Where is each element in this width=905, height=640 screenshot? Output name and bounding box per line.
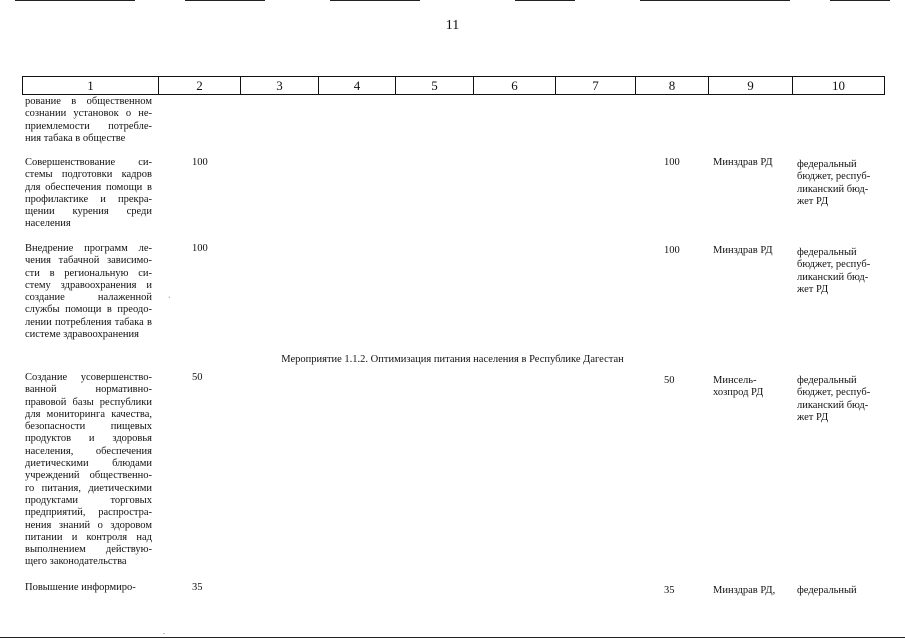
scan-speck: . — [163, 627, 165, 636]
row-col2-value: 50 — [192, 372, 203, 383]
row-description: Создание усовершенство-ванной нормативно-правовой базы республики для мониторинга качества, безопасности пищевых продуктов и здоровья населения, обеспечения диетическими блюдами учреждений общественно-го питания, диетическими продуктами торговых предприятий, распростра-нения знаний о здоровом питании и контроля над выполнением действую-щего законодательства — [25, 372, 152, 568]
header-col-8: 8 — [635, 76, 708, 95]
scan-edge-top — [830, 0, 890, 1]
header-col-6: 6 — [473, 76, 555, 95]
row-col2-value: 100 — [192, 243, 208, 254]
header-col-2: 2 — [158, 76, 240, 95]
row-col8-value: 50 — [664, 375, 675, 386]
scan-edge-top — [15, 0, 135, 1]
row-funding-source: федеральный бюджет, респуб-ликанский бюд-жет РД — [797, 159, 871, 207]
header-col-7: 7 — [555, 76, 635, 95]
header-col-1: 1 — [22, 76, 158, 95]
row-description: рование в общественном сознании установок о не-приемлемости потребле-ния табака в обществе — [25, 96, 152, 144]
scan-edge-bottom — [0, 637, 905, 638]
page-number: 11 — [445, 18, 460, 33]
row-col8-value: 100 — [664, 157, 680, 168]
row-executor: Минздрав РД — [713, 157, 773, 168]
scan-edge-top — [515, 0, 575, 1]
row-funding-source: федеральный бюджет, респуб-ликанский бюд-жет РД — [797, 247, 871, 295]
row-executor: Минздрав РД — [713, 245, 773, 256]
row-funding-source: федеральный бюджет, респуб-ликанский бюд-жет РД — [797, 375, 871, 423]
header-col-5: 5 — [395, 76, 473, 95]
row-description: Совершенствование си-стемы подготовки кадров для обеспечения помощи в профилактике и прекра-щении курения среди населения — [25, 157, 152, 230]
header-col-4: 4 — [318, 76, 395, 95]
header-col-10: 10 — [792, 76, 885, 95]
row-col8-value: 100 — [664, 245, 680, 256]
row-description: Внедрение программ ле-чения табачной зависимо-сти в региональную си-стему здравоохранения и создание налаженной службы помощи в преодо-лении потребления табака в системе здравоохранения — [25, 243, 152, 341]
row-executor: Минсель-хозпрод РД — [713, 375, 764, 399]
header-col-3: 3 — [240, 76, 318, 95]
row-col2-value: 35 — [192, 582, 203, 593]
row-executor: Минздрав РД, — [713, 585, 776, 596]
header-col-9: 9 — [708, 76, 792, 95]
row-description: Повышение информиро- — [25, 582, 136, 593]
row-col2-value: 100 — [192, 157, 208, 168]
scan-speck: ˏ — [168, 289, 171, 298]
scan-edge-top — [640, 0, 790, 1]
row-col8-value: 35 — [664, 585, 675, 596]
scan-edge-top — [330, 0, 420, 1]
section-title: Мероприятие 1.1.2. Оптимизация питания населения в Республике Дагестан — [281, 354, 624, 365]
scan-edge-top — [185, 0, 265, 1]
row-funding-source: федеральный — [797, 585, 857, 596]
